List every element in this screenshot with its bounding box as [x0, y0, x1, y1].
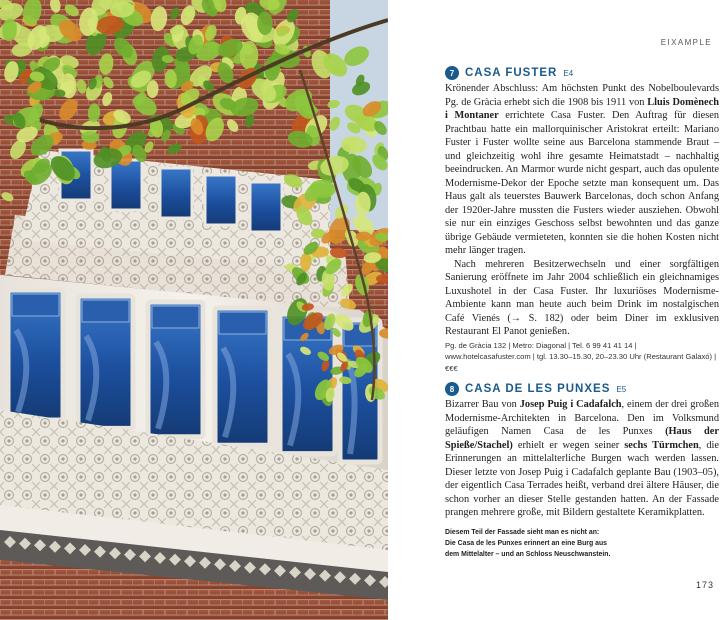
entry-number-badge: 8	[445, 382, 459, 396]
caption-line: Die Casa de les Punxes erinnert an eine Burg aus	[445, 540, 607, 547]
page-number: 173	[695, 580, 714, 590]
photo-caption	[445, 527, 660, 560]
entry-casa-de-les-punxes	[445, 382, 719, 520]
entry-number-badge: 7	[445, 66, 459, 80]
map-reference: E5	[616, 384, 627, 394]
entry-casa-fuster	[445, 66, 719, 374]
entry-heading	[445, 66, 719, 80]
map-reference: E4	[563, 68, 574, 78]
running-head: EIXAMPLE	[660, 38, 712, 47]
entry-title: CASA FUSTER	[465, 67, 558, 79]
entry-paragraph: Nach mehreren Besitzerwechseln und einer sorgfältigen Sanierung eröffnete im Jahr 2004 schließlich ein gleichnamiges Luxushotel in der Casa Fuster. Ihr luxuriöses Modernisme-Ambiente kann man heute auch beim Drink im nostalgischen Café Vienés (→ S. 182) oder beim Diner im exklusiven Restaurant El Panot genießen.	[445, 258, 719, 337]
entry-paragraph: Bizarrer Bau von Josep Puig i Cadafalch, einem der drei großen Modernisme-Architekten in Barcelona. Den im Volksmund geläufigen Namen Casa de les Punxes (Haus der Spieße/Stachel) erhielt er wegen seiner sechs Türmchen, die Erinnerungen an mittelalterliche Burgen wach werden lassen. Dieser letzte von Josep Puig i Cadafalch geplante Bau (1903–05), der eigentlich Casa Terrades heißt, verband drei ältere Häuser, die schon vorher an dieser Stelle gestanden hatten. An der Fassade prangen mehrere große, mit Bildern gestaltete Keramikplatten.	[445, 399, 719, 518]
entry-heading	[445, 382, 719, 396]
entry-paragraph: Krönender Abschluss: Am höchsten Punkt des Nobelboulevards Pg. de Gràcia erhebt sich die 1908 bis 1911 von Lluis Domènech i Montaner errichtete Casa Fuster. Den Auftrag für diesen Prachtbau hatte ein mallorquinischer Aristokrat erteilt: Mariano Fuster i Fuster wollte seine aus Barcelona stammende Braut – und gleichzeitig wohl ihre gesamte Heimatstadt – nachhaltig beeindrucken. An Marmor wurde nicht gespart, auch das opulente Modernisme-Dekor der Epoche setzte man konsequent um. Das Haus galt als teuerstes Bauwerk Barcelonas, doch schon Anfang der 1920er-Jahre mussten die Fusters wieder ausziehen. Obwohl sie nur ein einziges Geschoss selbst bewohnten und das ganze übrige Gebäude vermieteten, konnten sie die hohen Kosten nicht mehr länger tragen.	[445, 83, 719, 256]
entry-info-line: Pg. de Gràcia 132 | Metro: Diagonal | Tel. 6 99 41 41 14 | www.hotelcasafuster.com | tgl. 13.30–15.30, 20–23.30 Uhr (Restaurant Galaxó) | €€€	[445, 340, 717, 373]
article-column	[445, 66, 719, 520]
entry-title: CASA DE LES PUNXES	[465, 383, 611, 395]
caption-line: Diesem Teil der Fassade sieht man es nicht an:	[445, 529, 600, 536]
caption-line: dem Mittelalter – und an Schloss Neuschwanstein.	[445, 551, 611, 558]
